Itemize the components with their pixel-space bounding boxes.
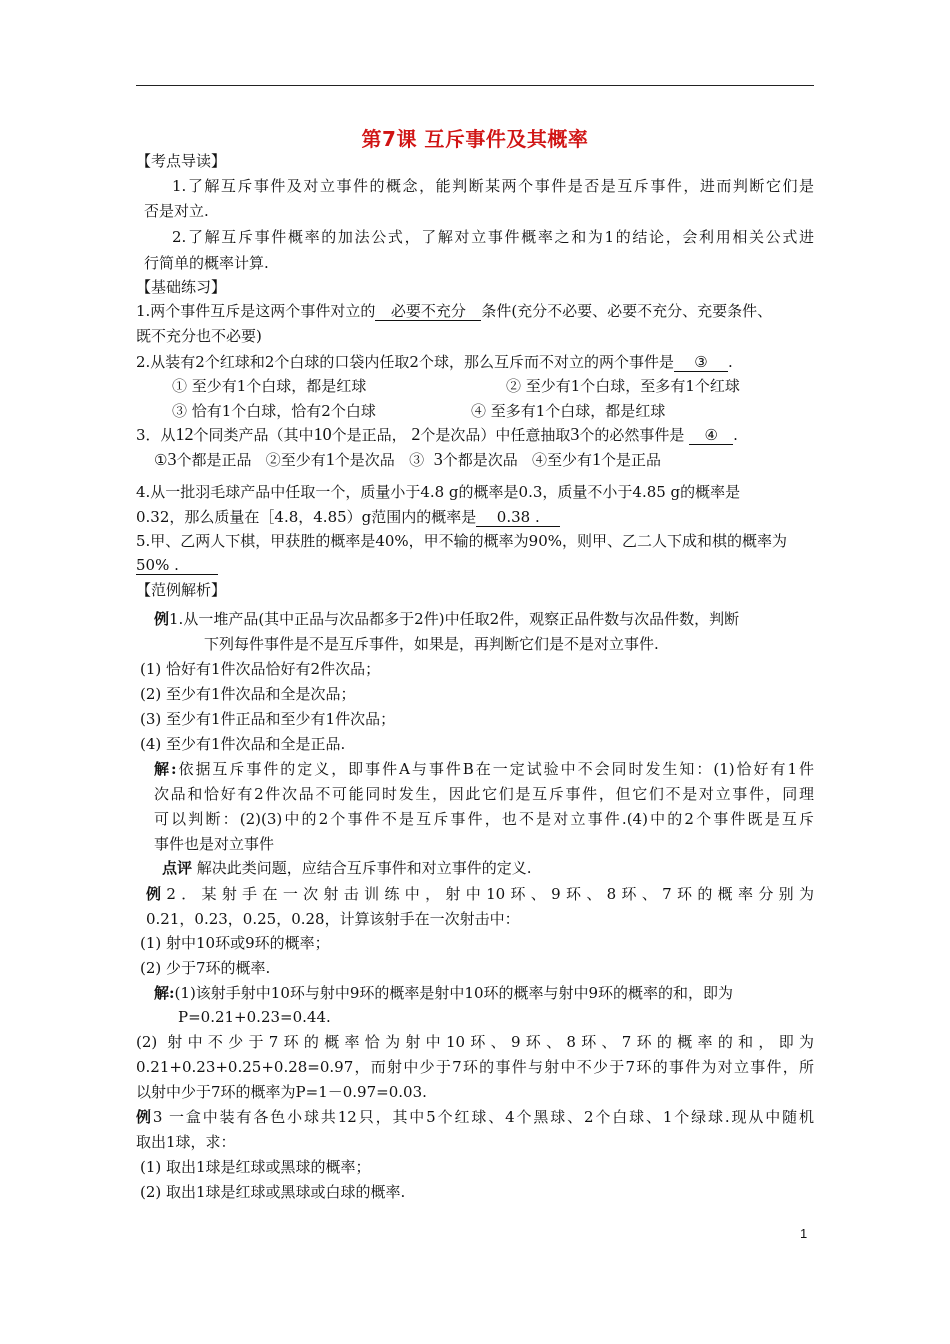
question-4-cont [136, 507, 560, 527]
example-3-item-2: (2) 取出1球是红球或黑球或白球的概率. [140, 1183, 406, 1201]
question-2-option-2: ② 至少有1个白球，至多有1个红球 [506, 377, 740, 395]
question-3-text: 个的必然事件是 [579, 426, 685, 444]
number-3: 3 [570, 424, 580, 444]
example-1-line-1 [154, 609, 739, 629]
page-title: 第7课 互斥事件及其概率 [361, 127, 589, 151]
question-3-option-1: 个都是正品 [176, 451, 252, 469]
example-3-label: 例 [136, 1108, 153, 1126]
example-2-text: 2．某射手在一次射击训练中，射中10环、9环、8环、7环的概率分别为 [166, 885, 814, 903]
example-1-item-3: (3) 至少有1件正品和至少有1件次品； [140, 710, 396, 728]
example-1-solution-2: 次品和恰好有2件次品不可能同时发生，因此它们是互斥事件，但它们不是对立事件，同理 [154, 785, 814, 803]
number-1: 1 [325, 449, 335, 469]
example-1-solution-4: 事件也是对立事件 [154, 835, 275, 853]
guide-point-1-cont: 否是对立. [144, 202, 209, 220]
guide-point-2-cont: 行简单的概率计算. [144, 254, 269, 272]
question-1-cont: 既不充分也不必要) [136, 327, 262, 345]
question-1-text: 1.两个事件互斥是这两个事件对立的 [136, 302, 376, 320]
example-2-solution-4: 0.21+0.23+0.25+0.28=0.97，而射中少于7环的事件与射中不少于7环的事件为对立事件，所 [136, 1058, 814, 1076]
question-2-option-1: ① 至少有1个白球，都是红球 [172, 377, 367, 395]
number-1: 1 [592, 449, 602, 469]
example-2-solution-3: (2) 射中不少于7环的概率恰为射中10环、9环、8环、7环的概率的和，即为 [136, 1033, 814, 1051]
example-2-solution-1 [154, 983, 733, 1003]
question-3-text: 个是正品， [331, 426, 407, 444]
number-10: 10 [313, 424, 332, 444]
example-2-item-1: (1) 射中10环或9环的概率； [140, 934, 330, 952]
question-3-answer: ④ [689, 427, 733, 445]
question-3-option-3: ③ [409, 451, 425, 469]
section-heading-examples: 【范例解析】 [136, 581, 227, 599]
example-2-label: 例 [146, 885, 167, 903]
solution-label: 解: [154, 760, 177, 778]
example-2-line-2: 0.21，0.23，0.25，0.28，计算该射手在一次射击中： [146, 910, 520, 928]
question-3-option-2: ②至少有 [265, 451, 326, 469]
number-12: 12 [175, 424, 194, 444]
header-rule [136, 85, 814, 86]
solution-label: 解: [154, 984, 175, 1002]
example-3-line-2: 取出1球，求： [136, 1133, 236, 1151]
example-3-line-1 [136, 1107, 814, 1127]
question-3-period: . [733, 426, 738, 444]
question-2-text: 2.从装有2个红球和2个白球的口袋内任取2个球，那么互斥而不对立的两个事件是 [136, 353, 674, 371]
question-3-option-2: 个是次品 [334, 451, 395, 469]
guide-point-1: 1.了解互斥事件及对立事件的概念，能判断某两个事件是否是互斥事件，进而判断它们是 [172, 177, 814, 195]
question-2-option-4: ④ 至多有1个白球，都是红球 [471, 402, 666, 420]
section-heading-guide: 【考点导读】 [136, 152, 227, 170]
question-5: 5.甲、乙两人下棋，甲获胜的概率是40%，甲不输的概率为90%，则甲、乙二人下成和棋的概率为 [136, 532, 787, 550]
question-3-option-4: ④至少有 [532, 451, 593, 469]
question-3-option-4: 个是正品 [601, 451, 662, 469]
question-3-text: 个是次品）中任意抽取 [420, 426, 571, 444]
question-2-answer: ③ [674, 354, 728, 372]
question-4-text: 0.32，那么质量在［4.8，4.85）g范围内的概率是 [136, 508, 477, 526]
example-2-solution-5: 以射中少于7环的概率为P=1－0.97=0.03. [136, 1083, 427, 1101]
example-1-comment [162, 858, 532, 878]
question-3-option-1: ① [154, 451, 168, 469]
example-3-text: 3 一盒中装有各色小球共12只，其中5个红球、4个黑球、2个白球、1个绿球.现从中随机 [152, 1108, 814, 1126]
example-1-item-4: (4) 至少有1件次品和全是正品. [140, 735, 346, 753]
comment-text: 解决此类问题，应结合互斥事件和对立事件的定义. [196, 859, 532, 877]
example-1-label: 例 [154, 610, 170, 628]
question-2-option-3: ③ 恰有1个白球，恰有2个白球 [172, 402, 376, 420]
question-3-text: 3．从 [136, 426, 176, 444]
example-3-item-1: (1) 取出1球是红球或黑球的概率； [140, 1158, 371, 1176]
solution-text: (1)该射手射中10环与射中9环的概率是射中10环的概率与射中9环的概率的和，即为 [174, 984, 734, 1002]
question-1-answer: 必要不充分 [375, 303, 481, 321]
number-2: 2 [411, 424, 421, 444]
question-4-answer: 0.38 . [476, 509, 560, 527]
number-3: 3 [167, 449, 177, 469]
page-number: 1 [800, 1226, 808, 1241]
question-2-period: . [727, 353, 733, 371]
example-1-text: 1.从一堆产品(其中正品与次品都多于2件)中任取2件，观察正品件数与次品件数，判断 [169, 610, 740, 628]
guide-point-2: 2.了解互斥事件概率的加法公式，了解对立事件概率之和为1的结论，会利用相关公式进 [172, 228, 814, 246]
example-1-solution-3: 可以判断：(2)(3)中的2个事件不是互斥事件，也不是对立事件.(4)中的2个事件既是互斥 [154, 810, 814, 828]
question-1 [136, 301, 772, 321]
section-heading-basic: 【基础练习】 [136, 278, 227, 296]
question-3-options [154, 449, 661, 470]
question-3-option-3: 个都是次品 [442, 451, 518, 469]
example-2-line-1 [146, 884, 814, 904]
number-3: 3 [433, 449, 443, 469]
question-5-answer: 50% . [136, 557, 218, 575]
question-2 [136, 352, 733, 372]
example-1-line-2: 下列每件事件是不是互斥事件，如果是，再判断它们是不是对立事件. [204, 635, 659, 653]
question-5-cont [136, 555, 218, 575]
question-4: 4.从一批羽毛球产品中任取一个，质量小于4.8 g的概率是0.3，质量不小于4.85 g的概率是 [136, 483, 741, 501]
example-2-solution-2: P=0.21+0.23=0.44. [178, 1008, 331, 1026]
example-2-item-2: (2) 少于7环的概率. [140, 959, 271, 977]
comment-label: 点评 [162, 859, 193, 877]
example-1-item-2: (2) 至少有1件次品和全是次品； [140, 685, 356, 703]
question-3 [136, 424, 738, 445]
question-1-text-end: 条件(充分不必要、必要不充分、充要条件、 [481, 302, 773, 320]
example-1-solution-1 [154, 759, 814, 779]
example-1-item-1: (1) 恰好有1件次品恰好有2件次品； [140, 660, 381, 678]
solution-text: 依据互斥事件的定义，即事件A与事件B在一定试验中不会同时发生知：(1)恰好有1件 [176, 760, 814, 778]
question-3-text: 个同类产品（其中 [193, 426, 314, 444]
